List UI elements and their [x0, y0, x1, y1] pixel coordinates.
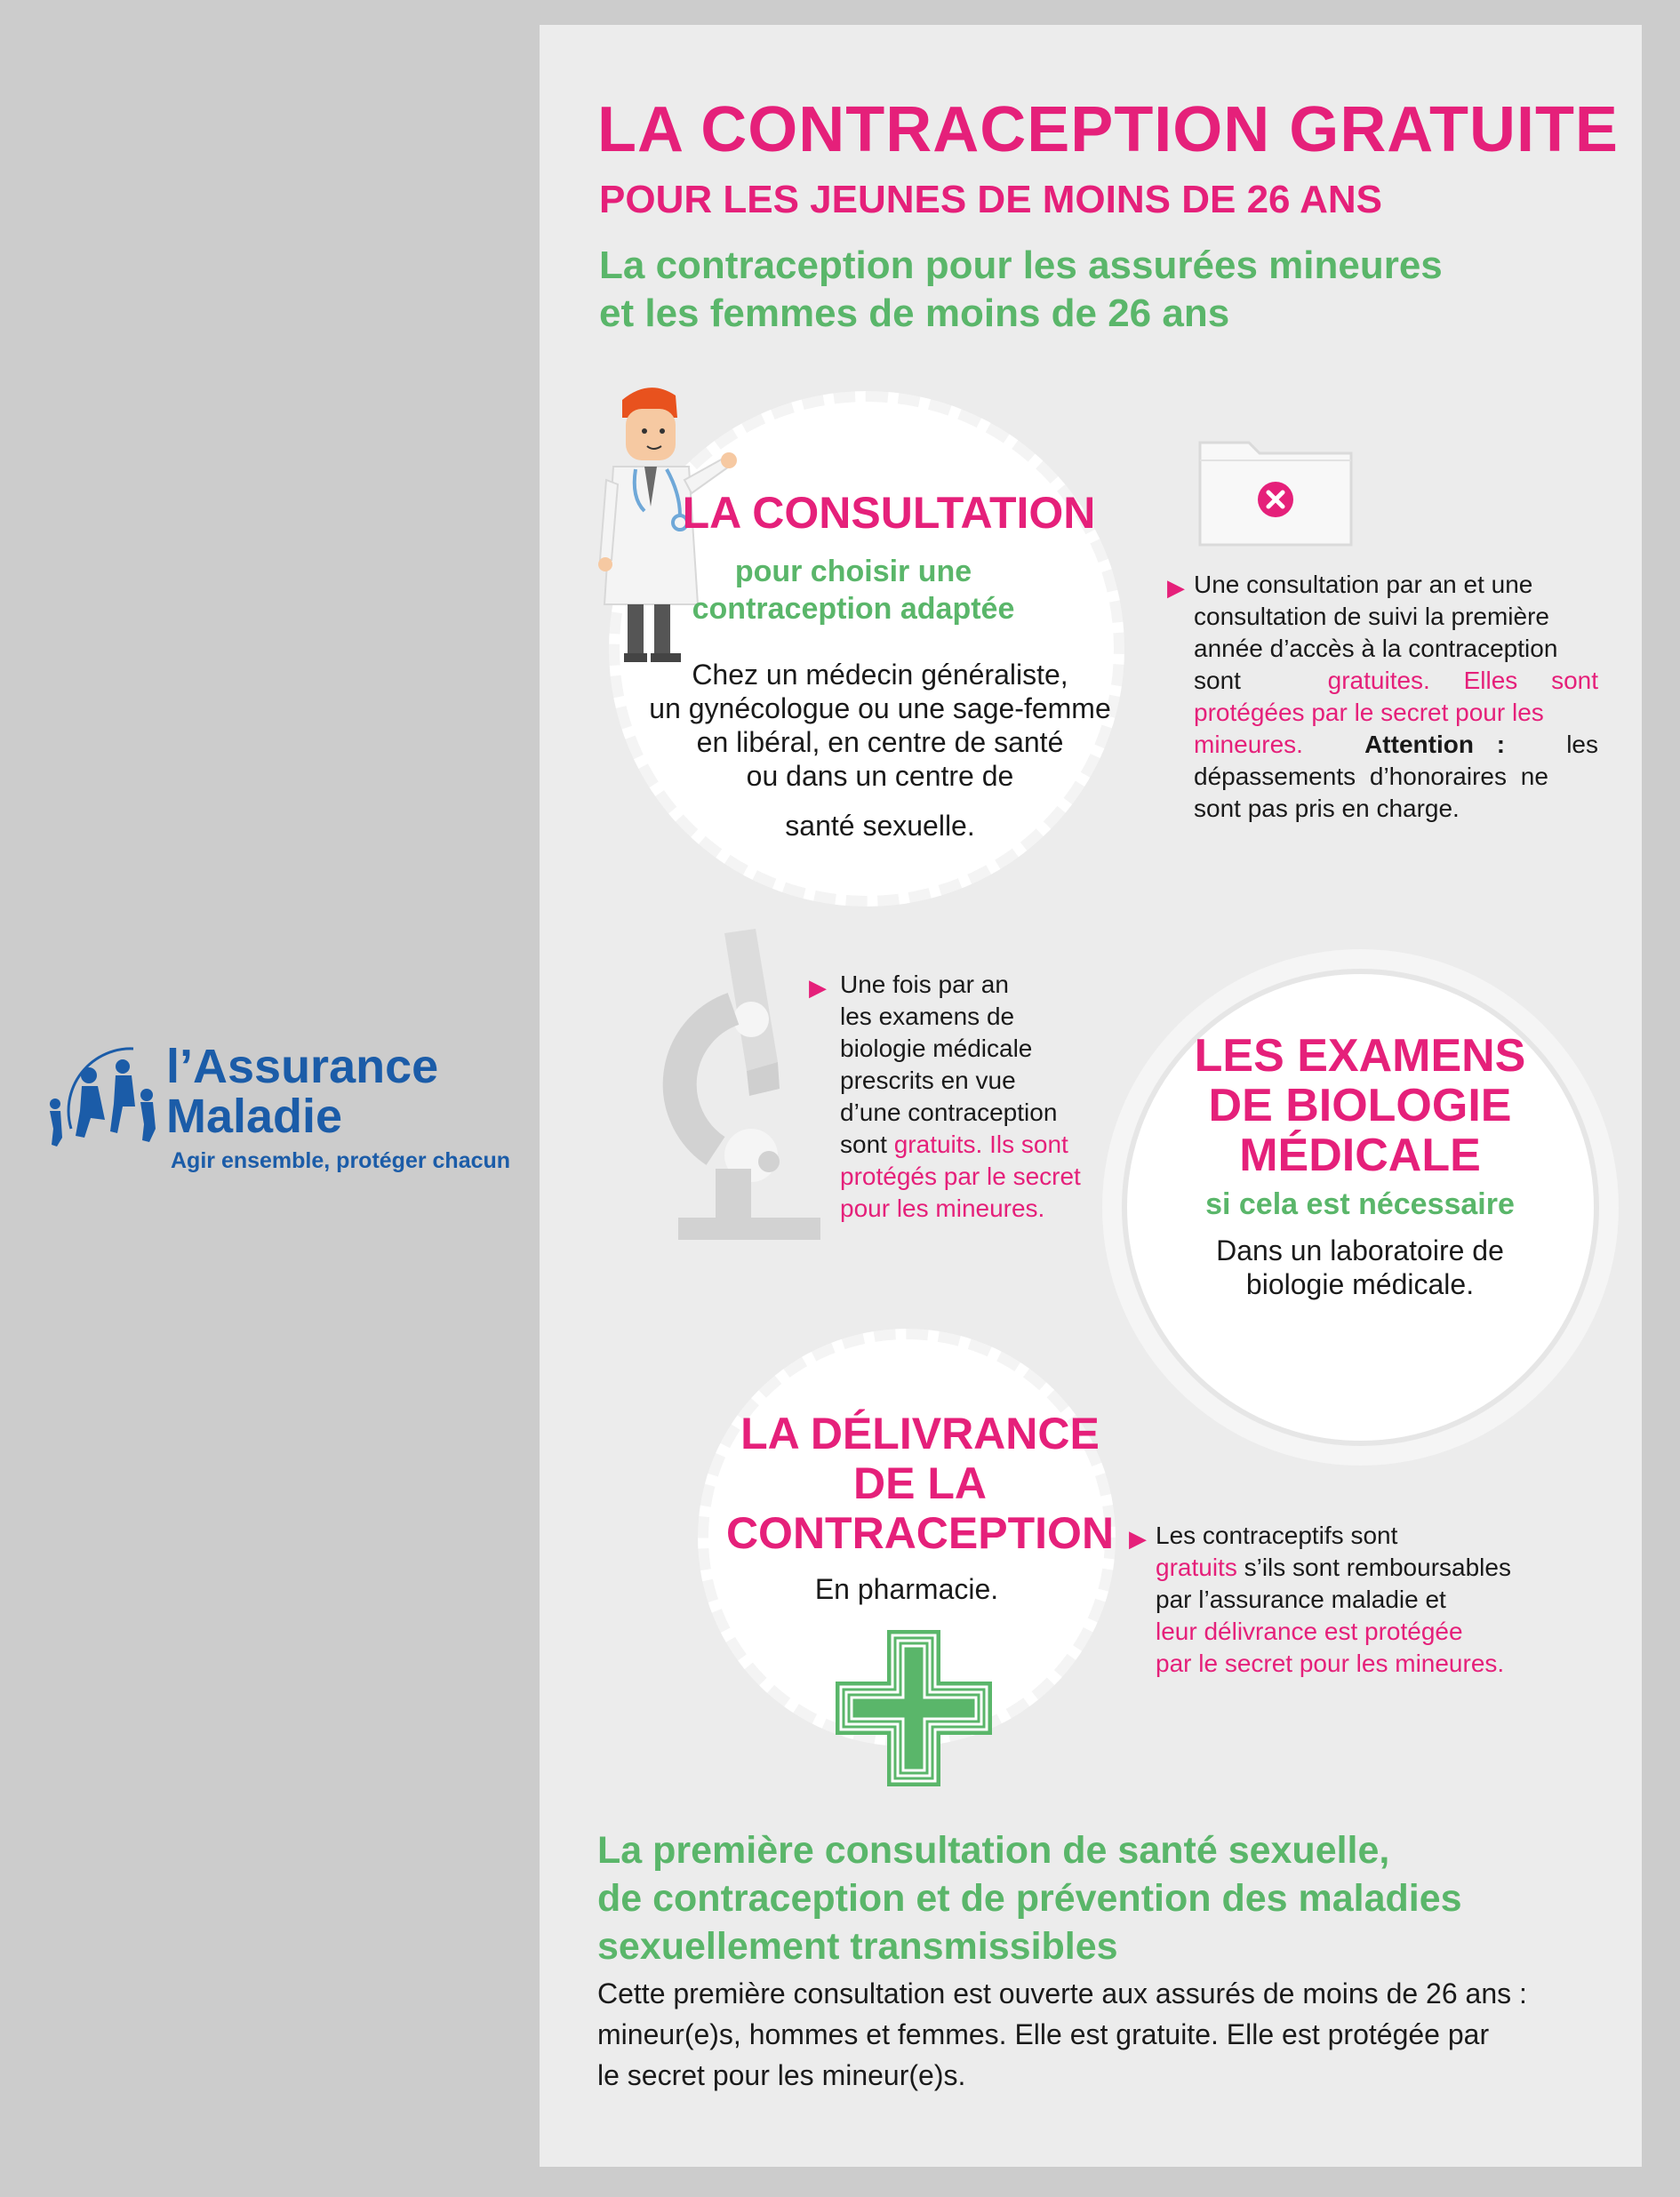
examens-title-line2: DE BIOLOGIE	[1208, 1080, 1512, 1131]
footer-text-line3: le secret pour les mineur(e)s.	[597, 2059, 966, 2091]
note-highlight: leur délivrance est protégée	[1156, 1618, 1463, 1645]
consultation-text-line3: en libéral, en centre de santé	[696, 726, 1064, 758]
delivrance-title	[711, 1409, 1129, 1558]
note-highlight: par le secret pour les mineures.	[1156, 1650, 1505, 1677]
logo-figures-icon	[36, 1022, 178, 1155]
examens-text	[1147, 1234, 1573, 1301]
note-line	[840, 1129, 1124, 1161]
note-highlight: mineures.	[1194, 731, 1303, 758]
consultation-note-text	[1194, 569, 1598, 825]
note-highlight: gratuits. Ils sont	[893, 1130, 1068, 1158]
consultation-text-line4: ou dans un centre de	[746, 760, 1014, 792]
consultation-sub-line2: contraception adaptée	[692, 592, 1015, 626]
note-attention: Attention :	[1364, 731, 1506, 758]
footer-heading-line3: sexuellement transmissibles	[597, 1925, 1118, 1968]
examens-subtitle: si cela est nécessaire	[1205, 1187, 1515, 1221]
intro-heading	[599, 242, 1443, 338]
note-line: biologie médicale	[840, 1035, 1033, 1062]
note-highlight: pour les mineures.	[840, 1194, 1045, 1222]
note-line	[1194, 665, 1598, 697]
note-line: sont pas pris en charge.	[1194, 795, 1460, 822]
examens-title-line1: LES EXAMENS	[1194, 1030, 1526, 1082]
consultation-text-line1: Chez un médecin généraliste,	[692, 659, 1068, 691]
consultation-text	[622, 658, 1138, 843]
consultation-sub-line1: pour choisir une	[734, 555, 972, 588]
logo-tagline: Agir ensemble, protéger chacun	[171, 1148, 511, 1173]
intro-line2: et les femmes de moins de 26 ans	[599, 292, 1230, 335]
note-line: prescrits en vue	[840, 1067, 1016, 1094]
note-line: Une consultation par an et une	[1194, 571, 1533, 598]
logo-name-line2: Maladie	[166, 1090, 343, 1143]
footer-text-line1: Cette première consultation est ouverte aux assurés de moins de 26 ans :	[597, 1977, 1527, 2009]
examens-title	[1147, 1031, 1573, 1180]
note-line: dépassements d’honoraires ne	[1194, 763, 1548, 790]
bullet-triangle-icon: ▶	[1129, 1525, 1147, 1552]
consultation-subtitle	[640, 553, 1067, 627]
examens-text-line1: Dans un laboratoire de	[1216, 1234, 1504, 1266]
note-line: d’une contraception	[840, 1098, 1058, 1126]
note-word: sont	[1194, 667, 1241, 694]
page-subtitle: POUR LES JEUNES DE MOINS DE 26 ANS	[599, 178, 1383, 221]
delivrance-title-line3: CONTRACEPTION	[725, 1508, 1115, 1558]
footer-text	[597, 1973, 1602, 2096]
page-title: LA CONTRACEPTION GRATUITE	[597, 94, 1619, 165]
delivrance-text: En pharmacie.	[814, 1573, 999, 1605]
examens-text-line2: biologie médicale.	[1245, 1268, 1475, 1300]
note-highlight: gratuits	[1156, 1554, 1237, 1581]
note-word: s’ils sont remboursables	[1244, 1554, 1511, 1581]
footer-heading-line1: La première consultation de santé sexuelle,	[597, 1829, 1390, 1872]
note-line	[1156, 1552, 1547, 1584]
footer-heading	[597, 1826, 1620, 1970]
note-word: les	[1566, 731, 1598, 758]
note-highlight: gratuites. Elles sont	[1327, 667, 1598, 694]
footer-text-line2: mineur(e)s, hommes et femmes. Elle est gratuite. Elle est protégée par	[597, 2018, 1490, 2050]
footer-heading-line2: de contraception et de prévention des maladies	[597, 1877, 1462, 1920]
pharmacy-cross-icon	[834, 1628, 994, 1788]
examens-note-text	[840, 969, 1124, 1225]
delivrance-title-line2: DE LA	[853, 1458, 987, 1508]
consultation-text-line2: un gynécologue ou une sage-femme	[649, 692, 1111, 724]
delivrance-note-text	[1156, 1520, 1547, 1680]
microscope-icon	[662, 929, 831, 1244]
logo-name-line1: l’Assurance	[166, 1040, 439, 1093]
bullet-triangle-icon: ▶	[809, 974, 827, 1001]
note-line: consultation de suivi la première	[1194, 603, 1549, 630]
consultation-title: LA CONSULTATION	[682, 488, 1096, 538]
note-line	[1194, 729, 1598, 761]
intro-line1: La contraception pour les assurées mineures	[599, 244, 1443, 287]
note-line: les examens de	[840, 1003, 1015, 1030]
note-line: Une fois par an	[840, 971, 1009, 998]
note-line: année d’accès à la contraception	[1194, 635, 1558, 662]
delivrance-title-line1: LA DÉLIVRANCE	[740, 1409, 1100, 1458]
folder-cross-icon	[1196, 434, 1356, 549]
consultation-text-line5: santé sexuelle.	[785, 810, 975, 842]
note-highlight: protégées par le secret pour les	[1194, 699, 1544, 726]
note-word: sont	[840, 1130, 887, 1158]
note-line: Les contraceptifs sont	[1156, 1522, 1398, 1549]
examens-title-line3: MÉDICALE	[1239, 1130, 1481, 1181]
bullet-triangle-icon: ▶	[1167, 574, 1185, 601]
note-line: par l’assurance maladie et	[1156, 1586, 1446, 1613]
note-highlight: protégés par le secret	[840, 1162, 1081, 1190]
